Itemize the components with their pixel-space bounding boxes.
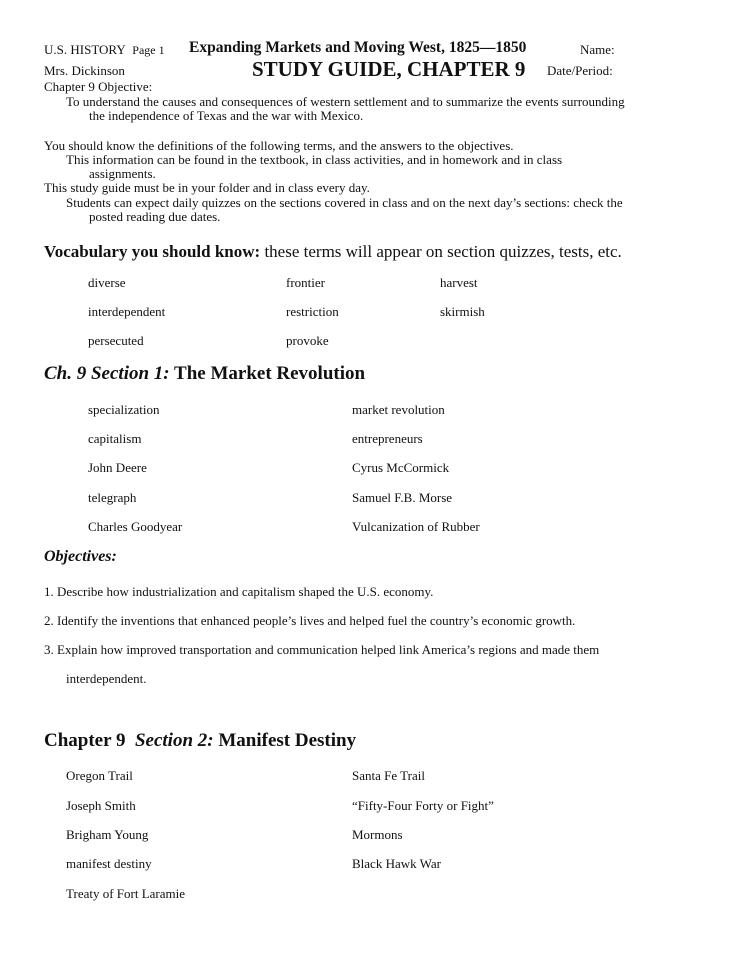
- section-2-term: Santa Fe Trail: [352, 768, 425, 783]
- course-label: [44, 42, 165, 58]
- vocab-term: persecuted: [88, 333, 144, 348]
- vocab-term: diverse: [88, 275, 126, 290]
- section-1-term: Samuel F.B. Morse: [352, 490, 453, 505]
- vocabulary-heading: [44, 242, 622, 262]
- section-2-term: Brigham Young: [66, 827, 149, 842]
- objectives-heading: Objectives:: [44, 548, 117, 565]
- date-period-label: Date/Period:: [547, 63, 613, 78]
- objective-line-2: the independence of Texas and the war with Mexico.: [89, 108, 364, 123]
- section-2-heading-label: Section 2:: [134, 730, 214, 751]
- section-2-term: Treaty of Fort Laramie: [66, 886, 186, 901]
- section-1-term: John Deere: [88, 460, 147, 475]
- instructions-p1: You should know the definitions of the following terms, and the answers to the objectives.: [44, 138, 514, 153]
- section-1-term: entrepreneurs: [352, 431, 423, 446]
- instructions-p2b: assignments.: [89, 166, 156, 181]
- section-2-term: “Fifty-Four Forty or Fight”: [352, 798, 494, 813]
- objective-item-3: 3. Explain how improved transportation and communication helped link America’s regions and made them: [44, 642, 600, 657]
- vocab-term: harvest: [440, 275, 478, 290]
- section-2-heading-title: Manifest Destiny: [213, 730, 357, 751]
- section-1-term: capitalism: [88, 431, 142, 446]
- section-2-term: Oregon Trail: [66, 768, 133, 783]
- name-field-label: Name:: [580, 42, 615, 57]
- section-1-heading: [44, 363, 365, 385]
- section-2-term: Black Hawk War: [352, 856, 441, 871]
- section-2-heading: [44, 730, 356, 752]
- section-2-term: manifest destiny: [66, 856, 152, 871]
- section-2-term: Mormons: [352, 827, 403, 842]
- section-2-term: Joseph Smith: [66, 798, 136, 813]
- instructions-p2a: This information can be found in the textbook, in class activities, and in homework and in class: [66, 152, 563, 167]
- document-subtitle: STUDY GUIDE, CHAPTER 9: [252, 57, 526, 81]
- section-1-term: Charles Goodyear: [88, 519, 183, 534]
- page-number: Page 1: [132, 43, 165, 57]
- course-name: U.S. HISTORY: [44, 42, 126, 57]
- section-2-heading-chapter: Chapter 9: [44, 730, 131, 751]
- instructions-p3: This study guide must be in your folder and in class every day.: [44, 180, 370, 195]
- objective-line-1: To understand the causes and consequences of western settlement and to summarize the events surrounding: [66, 94, 625, 109]
- section-1-term: market revolution: [352, 402, 445, 417]
- section-1-term: specialization: [88, 402, 160, 417]
- section-1-heading-label: Ch. 9 Section 1:: [44, 363, 170, 384]
- teacher-name: Mrs. Dickinson: [44, 63, 125, 78]
- section-1-term: Cyrus McCormick: [352, 460, 450, 475]
- instructions-p4b: posted reading due dates.: [89, 209, 221, 224]
- section-1-term: Vulcanization of Rubber: [352, 519, 480, 534]
- vocabulary-heading-rest: these terms will appear on section quizzes, tests, etc.: [260, 242, 622, 261]
- section-1-term: telegraph: [88, 490, 137, 505]
- document-title: Expanding Markets and Moving West, 1825—1850: [189, 39, 527, 56]
- instructions-p4a: Students can expect daily quizzes on the sections covered in class and on the next day’s sections: check the: [66, 195, 623, 210]
- objective-item-3-continued: interdependent.: [66, 671, 147, 686]
- vocab-term: interdependent: [88, 304, 166, 319]
- objective-item-1: 1. Describe how industrialization and capitalism shaped the U.S. economy.: [44, 584, 434, 599]
- vocab-term: skirmish: [440, 304, 485, 319]
- vocab-term: restriction: [286, 304, 339, 319]
- objective-item-2: 2. Identify the inventions that enhanced people’s lives and helped fuel the country’s economic growth.: [44, 613, 576, 628]
- vocab-term: provoke: [286, 333, 329, 348]
- vocab-term: frontier: [286, 275, 325, 290]
- section-1-heading-title: The Market Revolution: [169, 363, 366, 384]
- objective-label: Chapter 9 Objective:: [44, 79, 153, 94]
- vocabulary-heading-bold: Vocabulary you should know:: [44, 242, 261, 261]
